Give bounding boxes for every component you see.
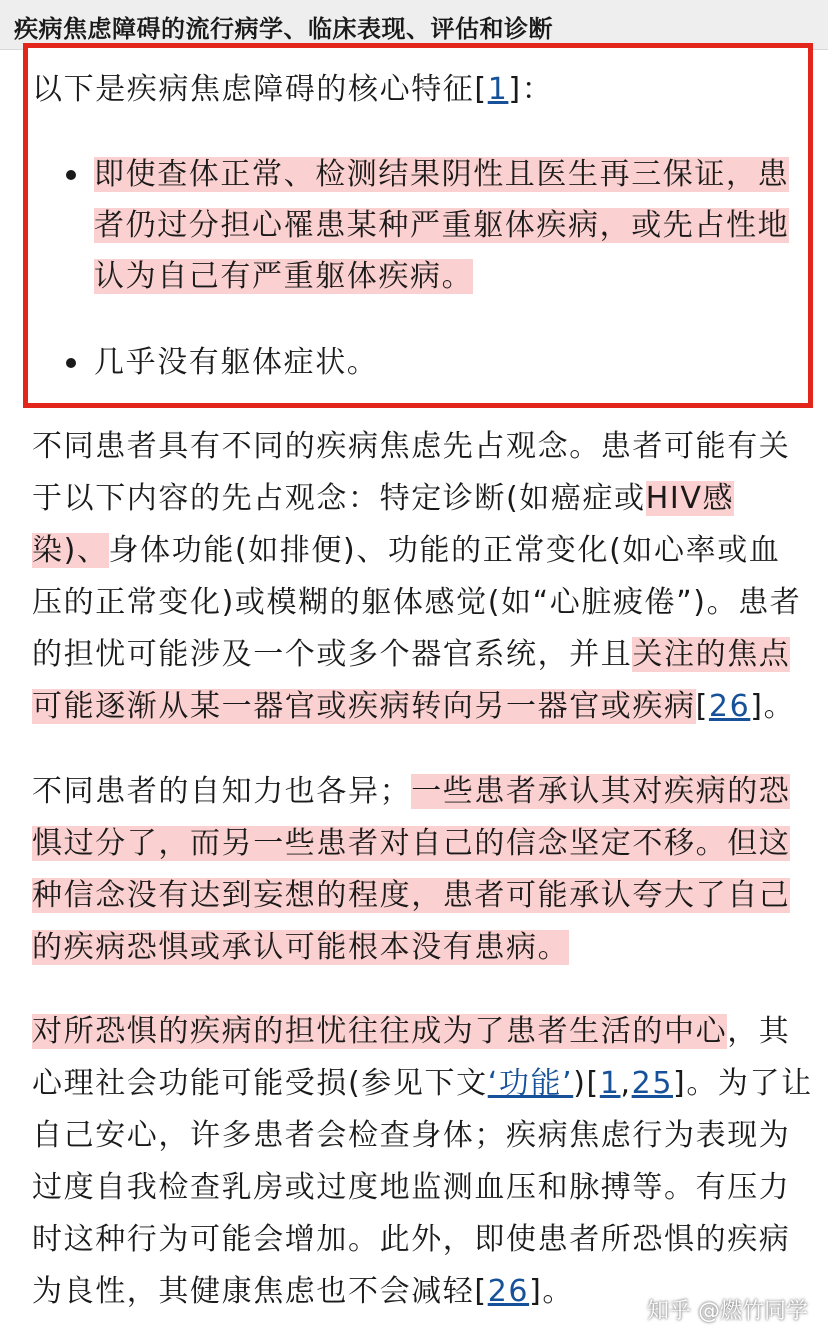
text: 不同患者的自知力也各异；: [32, 774, 412, 809]
text: 的担忧可能涉及一个或多个器官系统，并且: [32, 637, 633, 672]
text: ,: [620, 1066, 632, 1101]
highlight-text: 的疾病恐惧或承认可能根本没有患病。: [32, 930, 570, 965]
text: 心理社会功能可能受损(参见下文: [32, 1066, 488, 1101]
p1-line5: [32, 635, 790, 675]
highlight-text: 关注的焦点: [632, 637, 791, 672]
text: 于以下内容的先占观念：特定诊断(如癌症或: [32, 481, 646, 516]
text: 。: [763, 689, 796, 724]
bullet2-line: 几乎没有躯体症状。: [94, 345, 379, 380]
box-intro: 以下是疾病焦虑障碍的核心特征[1]：: [32, 72, 554, 107]
reference-link-1[interactable]: 1: [487, 72, 509, 107]
highlight-text: 认为自己有严重躯体疾病。: [94, 259, 474, 294]
p1-line3: [32, 531, 780, 571]
p1-line1: 不同患者具有不同的疾病焦虑先占观念。患者可能有关: [32, 429, 791, 464]
p1-line6: 可能逐渐从某一器官或疾病转向另一器官或疾病[26]。: [32, 689, 796, 724]
highlight-text: 即使查体正常、检测结果阴性且医生再三保证，患: [94, 157, 790, 192]
text: 为良性，其健康焦虑也不会减轻: [32, 1274, 475, 1309]
p2-line4: [32, 928, 569, 968]
p2-line1: [32, 772, 790, 812]
reference-link-1[interactable]: 1: [599, 1066, 621, 1101]
highlight-text: 染)、: [32, 533, 109, 568]
highlight-text: 惧过分了，而另一些患者对自己的信念坚定不移。但这: [32, 826, 791, 861]
text: )[: [573, 1066, 600, 1101]
intro-colon: ：: [521, 72, 554, 107]
p3-line4: 过度自我检查乳房或过度地监测血压和脉搏等。有压力: [32, 1170, 791, 1205]
bullet1-line3: [94, 257, 473, 297]
highlight-text: 者仍过分担心罹患某种严重躯体疾病，或先占性地: [94, 208, 790, 243]
p3-line6: 为良性，其健康焦虑也不会减轻[26]。: [32, 1274, 575, 1309]
highlight-text: 一些患者承认其对疾病的恐: [411, 774, 791, 809]
bullet1-line1: [94, 155, 789, 195]
text: ]。为了让: [673, 1066, 813, 1101]
function-link[interactable]: ‘功能’: [487, 1066, 574, 1101]
p3-line2: [32, 1064, 813, 1104]
bullet-icon: [66, 358, 76, 368]
highlight-text: 可能逐渐从某一器官或疾病转向另一器官或疾病: [32, 689, 696, 724]
reference-link-26[interactable]: 26: [708, 689, 751, 724]
p3-line1: [32, 1012, 790, 1052]
bullet-icon: [66, 170, 76, 180]
text: 身体功能(如排便)、功能的正常变化(如心率或血: [108, 533, 781, 568]
reference-link-25[interactable]: 25: [631, 1066, 674, 1101]
bullet1-line2: [94, 206, 789, 246]
reference-link-26[interactable]: 26: [487, 1274, 530, 1309]
highlight-text: 种信念没有达到妄想的程度，患者可能承认夸大了自己: [32, 878, 791, 913]
p2-line2: [32, 824, 790, 864]
p3-line5: 时这种行为可能会增加。此外，即使患者所恐惧的疾病: [32, 1222, 791, 1257]
p2-line3: [32, 876, 790, 916]
zhihu-watermark: 知乎 @燃竹同学: [647, 1299, 808, 1324]
article-title: 疾病焦虑障碍的流行病学、临床表现、评估和诊断: [14, 15, 553, 43]
text: ，其: [727, 1014, 791, 1049]
p1-line2: [32, 479, 734, 519]
p3-line3: 自己安心，许多患者会检查身体；疾病焦虑行为表现为: [32, 1118, 791, 1153]
p1-line4: 压的正常变化)或模糊的躯体感觉(如“心脏疲倦”)。患者: [32, 585, 802, 620]
text: 。: [542, 1274, 575, 1309]
highlight-text: 对所恐惧的疾病的担忧往往成为了患者生活的中心: [32, 1014, 728, 1049]
intro-text: 以下是疾病焦虑障碍的核心特征: [32, 72, 475, 107]
highlight-text: HIV感: [645, 481, 735, 516]
